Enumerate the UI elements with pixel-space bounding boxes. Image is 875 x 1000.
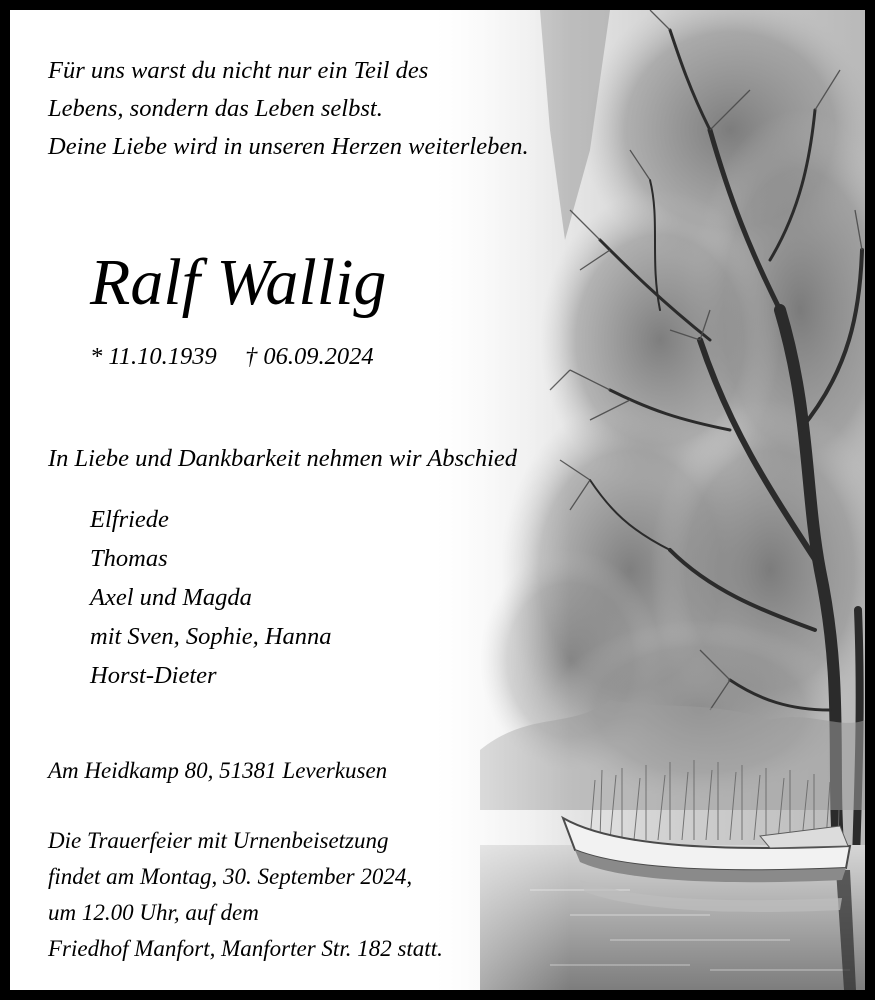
memorial-quote (48, 52, 529, 166)
birth-date: * 11.10.1939 (90, 343, 217, 370)
mourner-name: Axel und Magda (90, 584, 252, 611)
mourner-name: Thomas (90, 545, 168, 572)
deceased-name: Ralf Wallig (90, 246, 387, 319)
quote-line: Deine Liebe wird in unseren Herzen weiterleben. (48, 133, 529, 160)
death-date: † 06.09.2024 (244, 343, 374, 370)
service-line: um 12.00 Uhr, auf dem (48, 900, 259, 925)
life-dates (90, 342, 374, 372)
mourner-name: Elfriede (90, 506, 169, 533)
quote-line: Lebens, sondern das Leben selbst. (48, 95, 383, 122)
family-address: Am Heidkamp 80, 51381 Leverkusen (48, 758, 388, 783)
mourners-intro: In Liebe und Dankbarkeit nehmen wir Abschied (48, 445, 518, 472)
service-line: findet am Montag, 30. September 2024, (48, 864, 413, 889)
quote-line: Für uns warst du nicht nur ein Teil des (48, 57, 429, 84)
mourner-name: Horst-Dieter (90, 662, 217, 689)
funeral-service-info (48, 823, 443, 967)
service-line: Die Trauerfeier mit Urnenbeisetzung (48, 828, 389, 853)
mourner-name: mit Sven, Sophie, Hanna (90, 623, 332, 650)
mourner-list (90, 500, 332, 695)
service-line: Friedhof Manfort, Manforter Str. 182 statt. (48, 936, 443, 961)
